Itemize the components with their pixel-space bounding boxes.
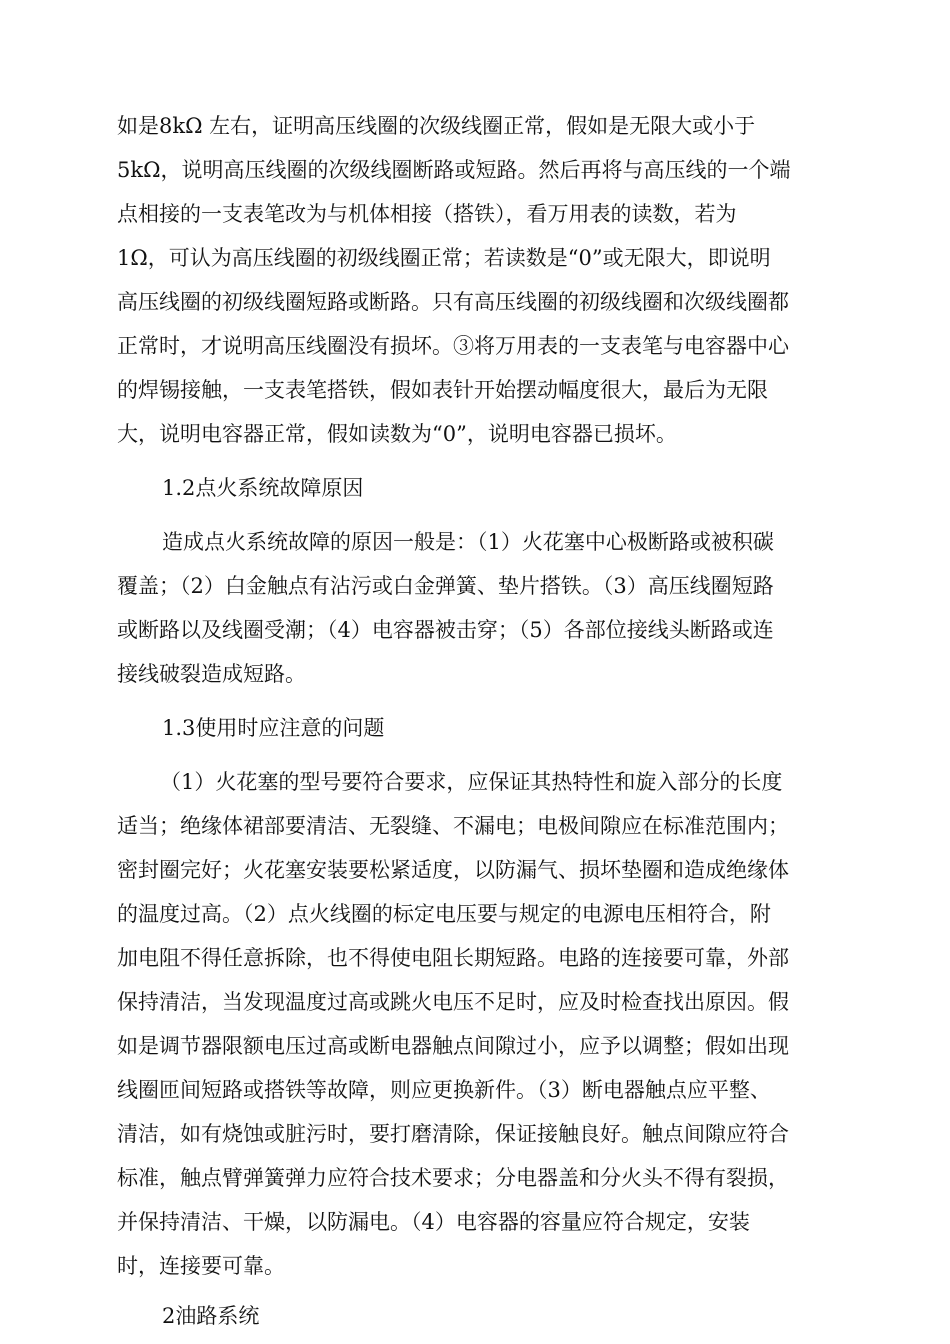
section-heading [0, 468, 950, 508]
line-text: 保持清洁，当发现温度过高或跳火电压不足时，应及时检查找出原因。假 [117, 990, 789, 1014]
paragraph-line [0, 1026, 950, 1066]
paragraph-line [0, 806, 950, 846]
paragraph-line [0, 762, 950, 802]
line-text: 的温度过高。（2）点火线圈的标定电压要与规定的电源电压相符合，附 [117, 902, 771, 926]
paragraph-line [0, 1114, 950, 1154]
paragraph-line [0, 106, 950, 146]
paragraph-line [0, 566, 950, 606]
heading-text: 1.2点火系统故障原因 [162, 476, 364, 500]
paragraph-line [0, 654, 950, 694]
paragraph-line [0, 522, 950, 562]
line-text: 如是调节器限额电压过高或断电器触点间隙过小，应予以调整；假如出现 [117, 1034, 789, 1058]
line-text: 5kΩ，说明高压线圈的次级线圈断路或短路。然后再将与高压线的一个端 [117, 158, 791, 182]
paragraph-line [0, 894, 950, 934]
line-text: 正常时，才说明高压线圈没有损坏。③将万用表的一支表笔与电容器中心 [117, 334, 789, 358]
line-text: 加电阻不得任意拆除，也不得使电阻长期短路。电路的连接要可靠，外部 [117, 946, 789, 970]
paragraph-line [0, 610, 950, 650]
paragraph-line [0, 982, 950, 1022]
paragraph-line [0, 414, 950, 454]
line-text: 高压线圈的初级线圈短路或断路。只有高压线圈的初级线圈和次级线圈都 [117, 290, 789, 314]
line-text: 1Ω，可认为高压线圈的初级线圈正常；若读数是“0”或无限大，即说明 [117, 246, 771, 270]
line-text: 或断路以及线圈受潮；（4）电容器被击穿；（5）各部位接线头断路或连 [117, 618, 774, 642]
paragraph-line [0, 1202, 950, 1242]
line-text: 接线破裂造成短路。 [117, 662, 306, 686]
line-text: 大，说明电容器正常，假如读数为“0”，说明电容器已损坏。 [117, 422, 677, 446]
section-heading [0, 708, 950, 748]
line-text: 的焊锡接触，一支表笔搭铁，假如表针开始摆动幅度很大，最后为无限 [117, 378, 768, 402]
line-text: 覆盖；（2）白金触点有沾污或白金弹簧、垫片搭铁。（3）高压线圈短路 [117, 574, 774, 598]
line-text: 如是8kΩ 左右，证明高压线圈的次级线圈正常，假如是无限大或小于 [117, 114, 756, 138]
line-text: 造成点火系统故障的原因一般是：（1）火花塞中心极断路或被积碳 [162, 530, 774, 554]
line-text: 密封圈完好；火花塞安装要松紧适度，以防漏气、损坏垫圈和造成绝缘体 [117, 858, 789, 882]
paragraph-line [0, 938, 950, 978]
heading-text: 2油路系统 [162, 1304, 260, 1328]
line-text: 清洁，如有烧蚀或脏污时，要打磨清除，保证接触良好。触点间隙应符合 [117, 1122, 789, 1146]
section-heading [0, 1296, 950, 1336]
line-text: 并保持清洁、干燥，以防漏电。（4）电容器的容量应符合规定，安装 [117, 1210, 750, 1234]
line-text: 点相接的一支表笔改为与机体相接（搭铁），看万用表的读数，若为 [117, 202, 737, 226]
paragraph-line [0, 282, 950, 322]
paragraph-line [0, 238, 950, 278]
paragraph-line [0, 850, 950, 890]
paragraph-line [0, 1158, 950, 1198]
paragraph-line [0, 194, 950, 234]
paragraph-line [0, 326, 950, 366]
line-text: 标准，触点臂弹簧弹力应符合技术要求；分电器盖和分火头不得有裂损， [117, 1166, 789, 1190]
line-text: 适当；绝缘体裙部要清洁、无裂缝、不漏电；电极间隙应在标准范围内； [117, 814, 789, 838]
paragraph-line [0, 1246, 950, 1286]
line-text: 时，连接要可靠。 [117, 1254, 285, 1278]
line-text: 线圈匝间短路或搭铁等故障，则应更换新件。（3）断电器触点应平整、 [117, 1078, 771, 1102]
heading-text: 1.3使用时应注意的问题 [162, 716, 385, 740]
line-text: （1）火花塞的型号要符合要求，应保证其热特性和旋入部分的长度 [160, 770, 783, 794]
paragraph-line [0, 150, 950, 190]
paragraph-line [0, 370, 950, 410]
paragraph-line [0, 1070, 950, 1110]
